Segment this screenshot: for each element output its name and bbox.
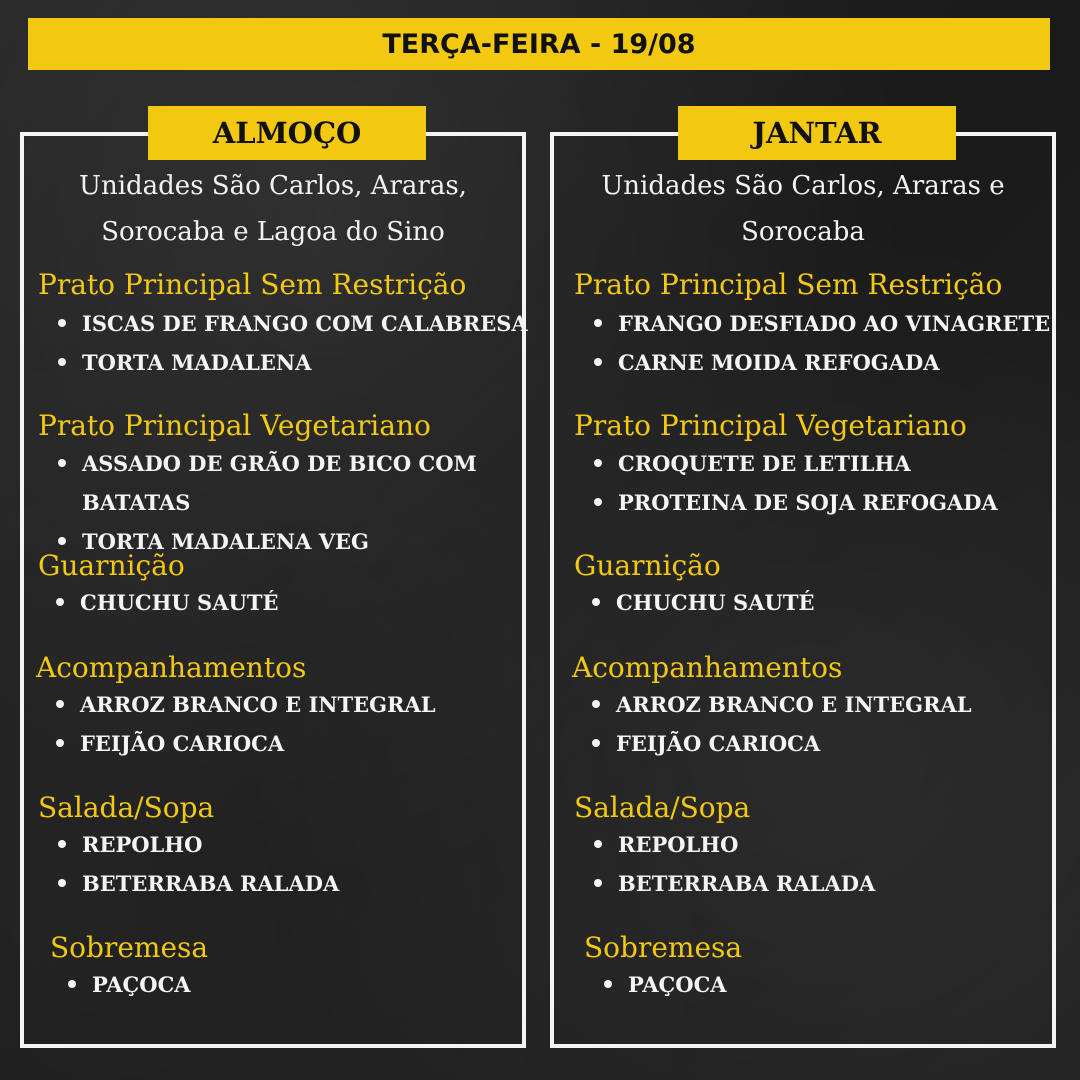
dinner-units-line: Sorocaba xyxy=(741,217,865,247)
date-title: TERÇA-FEIRA - 19/08 xyxy=(382,28,696,60)
dinner-menu xyxy=(550,0,1056,1080)
menu-item: BETERRABA RALADA xyxy=(54,864,339,903)
lunch-side-items xyxy=(52,583,278,622)
menu-item: ISCAS DE FRANGO COM CALABRESA xyxy=(54,304,528,343)
dinner-main-items xyxy=(590,304,1050,382)
dinner-salad-items xyxy=(590,825,875,903)
menu-item: FEIJÃO CARIOCA xyxy=(588,724,972,763)
dinner-dessert-items xyxy=(600,965,727,1004)
menu-item: ARROZ BRANCO E INTEGRAL xyxy=(588,685,972,724)
dinner-units-line: Unidades São Carlos, Araras e xyxy=(601,171,1005,201)
lunch-section-title-main: Prato Principal Sem Restrição xyxy=(38,268,467,301)
lunch-tab-label: ALMOÇO xyxy=(212,116,362,150)
menu-item: PAÇOCA xyxy=(600,965,727,1004)
lunch-dessert-items xyxy=(64,965,191,1004)
lunch-units-line: Sorocaba e Lagoa do Sino xyxy=(101,217,445,247)
lunch-section-title-accomp: Acompanhamentos xyxy=(36,651,307,684)
dinner-veg-items xyxy=(590,444,998,522)
lunch-section-title-veg: Prato Principal Vegetariano xyxy=(38,409,431,442)
menu-item: REPOLHO xyxy=(54,825,339,864)
dinner-section-title-main: Prato Principal Sem Restrição xyxy=(574,268,1003,301)
lunch-menu xyxy=(20,0,526,1080)
lunch-veg-items xyxy=(54,444,482,561)
lunch-section-title-side: Guarnição xyxy=(38,549,185,582)
lunch-accomp-items xyxy=(52,685,436,763)
menu-item: ASSADO DE GRÃO DE BICO COM BATATAS xyxy=(54,444,482,522)
lunch-units-line: Unidades São Carlos, Araras, xyxy=(79,171,467,201)
menu-item: PAÇOCA xyxy=(64,965,191,1004)
dinner-section-title-salad: Salada/Sopa xyxy=(574,791,751,824)
menu-item: CARNE MOIDA REFOGADA xyxy=(590,343,1050,382)
dinner-section-title-veg: Prato Principal Vegetariano xyxy=(574,409,967,442)
menu-item: PROTEINA DE SOJA REFOGADA xyxy=(590,483,998,522)
menu-item: CROQUETE DE LETILHA xyxy=(590,444,998,483)
menu-item: FEIJÃO CARIOCA xyxy=(52,724,436,763)
menu-item: FRANGO DESFIADO AO VINAGRETE xyxy=(590,304,1050,343)
lunch-section-title-dessert: Sobremesa xyxy=(50,931,209,964)
menu-item: CHUCHU SAUTÉ xyxy=(52,583,278,622)
dinner-units xyxy=(570,163,1036,255)
dinner-tab-label: JANTAR xyxy=(752,116,882,150)
menu-item: TORTA MADALENA xyxy=(54,343,528,382)
dinner-section-title-side: Guarnição xyxy=(574,549,721,582)
dinner-section-title-dessert: Sobremesa xyxy=(584,931,743,964)
dinner-accomp-items xyxy=(588,685,972,763)
lunch-units xyxy=(40,163,506,255)
menu-item: BETERRABA RALADA xyxy=(590,864,875,903)
menu-item: ARROZ BRANCO E INTEGRAL xyxy=(52,685,436,724)
lunch-salad-items xyxy=(54,825,339,903)
dinner-side-items xyxy=(588,583,814,622)
lunch-section-title-salad: Salada/Sopa xyxy=(38,791,215,824)
dinner-section-title-accomp: Acompanhamentos xyxy=(572,651,843,684)
menu-item: CHUCHU SAUTÉ xyxy=(588,583,814,622)
lunch-main-items xyxy=(54,304,528,382)
menu-item: TORTA MADALENA VEG xyxy=(54,522,482,561)
menu-item: REPOLHO xyxy=(590,825,875,864)
